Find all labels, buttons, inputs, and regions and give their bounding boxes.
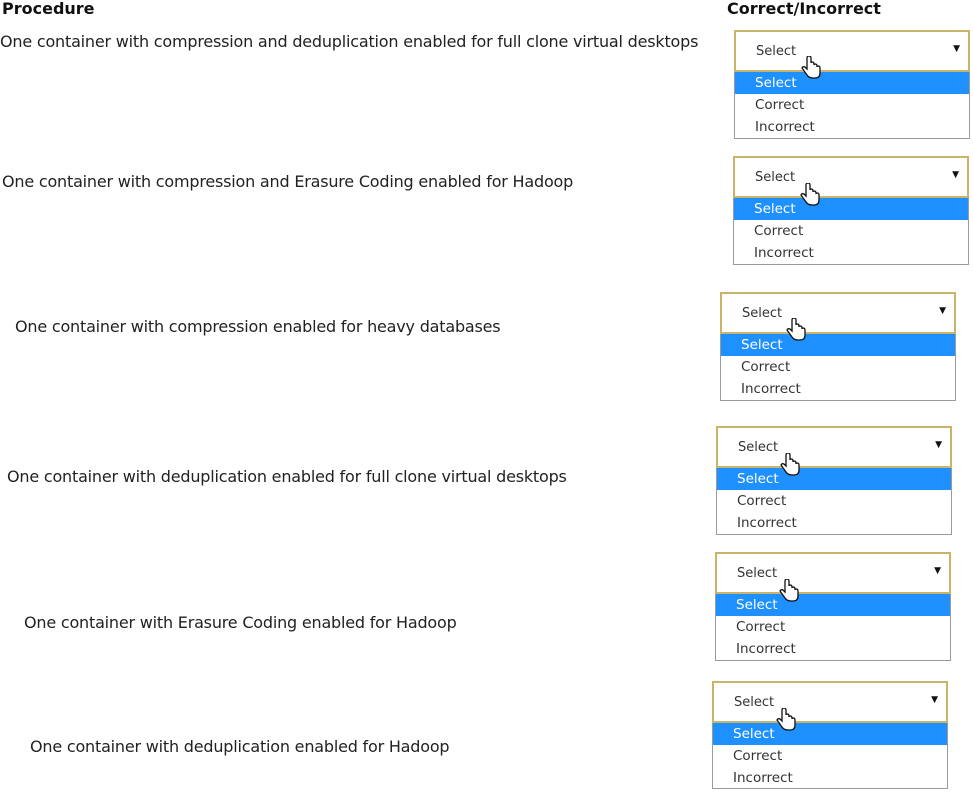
procedure-column-header: Procedure [2,0,95,18]
dropdown-option-incorrect[interactable]: Incorrect [736,641,796,657]
correct-incorrect-column-header: Correct/Incorrect [727,0,881,18]
dropdown-option-select[interactable]: Select [717,468,951,490]
dropdown-select-box[interactable] [715,552,951,594]
dropdown-option-incorrect[interactable]: Incorrect [737,515,797,531]
dropdown-current-value: Select [738,440,779,455]
dropdown-select-box[interactable] [720,292,956,334]
dropdown-current-value: Select [742,306,783,321]
dropdown-current-value: Select [755,170,796,185]
dropdown-options-list [734,72,970,139]
dropdown-current-value: Select [756,44,797,59]
dropdown-option-correct[interactable]: Correct [741,359,791,375]
dropdown-select-box[interactable] [733,156,969,198]
procedure-text: One container with compression enabled for heavy databases [15,317,501,336]
dropdown-option-correct[interactable]: Correct [755,97,805,113]
dropdown-option-incorrect[interactable]: Incorrect [754,245,814,261]
dropdown-option-select[interactable]: Select [734,198,968,220]
caret-down-icon[interactable]: ▼ [935,440,942,450]
answer-dropdown[interactable] [715,552,951,661]
procedure-text: One container with deduplication enabled for full clone virtual desktops [7,467,567,486]
answer-dropdown[interactable] [712,681,948,789]
dropdown-options-list [720,334,956,401]
procedure-text: One container with deduplication enabled for Hadoop [30,737,450,756]
caret-down-icon[interactable]: ▼ [953,44,960,54]
procedure-text: One container with Erasure Coding enabled for Hadoop [24,613,457,632]
dropdown-select-box[interactable] [734,30,970,72]
dropdown-options-list [733,198,969,265]
answer-dropdown[interactable] [734,30,970,139]
dropdown-current-value: Select [737,566,778,581]
dropdown-current-value: Select [734,695,775,710]
dropdown-option-incorrect[interactable]: Incorrect [741,381,801,397]
dropdown-option-correct[interactable]: Correct [736,619,786,635]
answer-dropdown[interactable] [716,426,952,535]
dropdown-options-list [716,468,952,535]
dropdown-option-incorrect[interactable]: Incorrect [733,770,793,786]
caret-down-icon[interactable]: ▼ [934,566,941,576]
dropdown-option-correct[interactable]: Correct [754,223,804,239]
procedure-text: One container with compression and Erasure Coding enabled for Hadoop [2,172,574,191]
dropdown-option-correct[interactable]: Correct [733,748,783,764]
dropdown-select-box[interactable] [712,681,948,723]
answer-dropdown[interactable] [720,292,956,401]
dropdown-option-select[interactable]: Select [713,723,947,745]
caret-down-icon[interactable]: ▼ [931,695,938,705]
caret-down-icon[interactable]: ▼ [952,170,959,180]
answer-dropdown[interactable] [733,156,969,265]
procedure-text: One container with compression and deduplication enabled for full clone virtual desktops [0,32,699,51]
dropdown-options-list [712,723,948,789]
dropdown-option-select[interactable]: Select [721,334,955,356]
dropdown-option-select[interactable]: Select [716,594,950,616]
dropdown-option-incorrect[interactable]: Incorrect [755,119,815,135]
caret-down-icon[interactable]: ▼ [939,306,946,316]
dropdown-option-select[interactable]: Select [735,72,969,94]
dropdown-option-correct[interactable]: Correct [737,493,787,509]
dropdown-select-box[interactable] [716,426,952,468]
dropdown-options-list [715,594,951,661]
